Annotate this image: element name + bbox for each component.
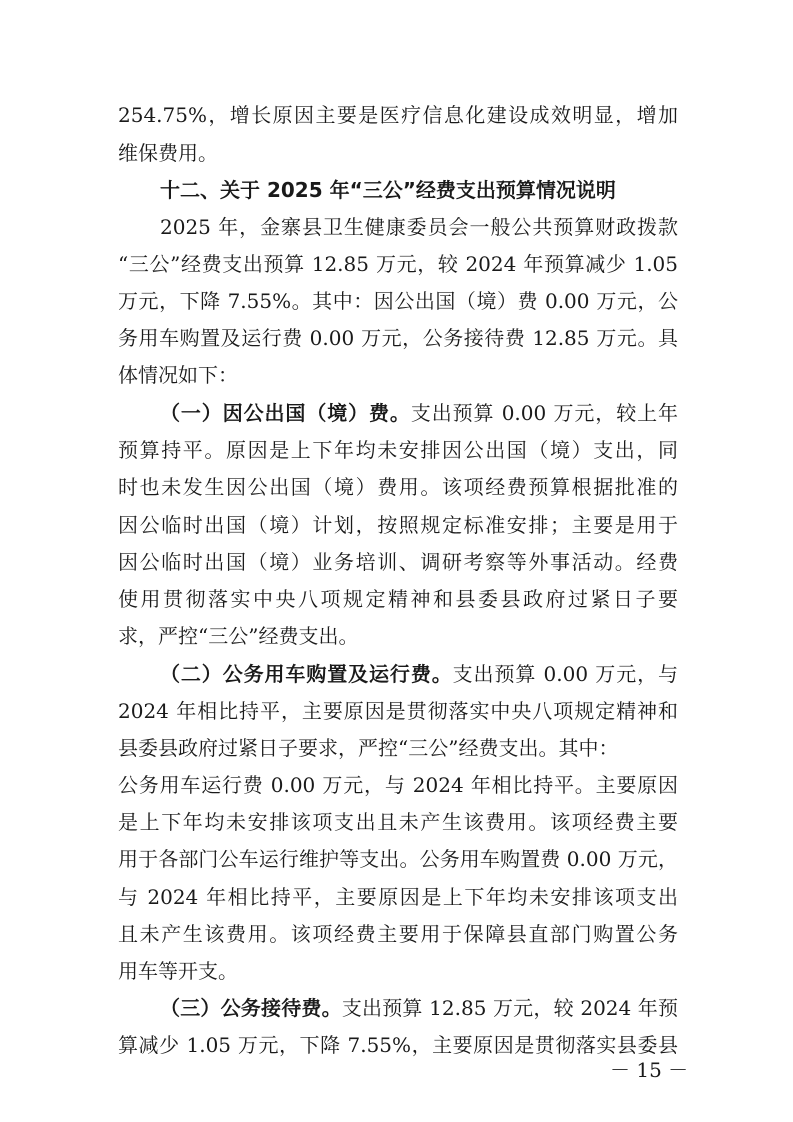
body-line: 求，严控“三公”经费支出。 [118,624,359,648]
subsection-line [160,662,678,686]
body-line: 用车等开支。 [118,959,238,983]
page-number: － 15 － [610,1058,689,1082]
body-line: 用于各部门公车运行维护等支出。公务用车购置费 0.00 万元， [118,847,678,871]
body-line: 254.75%，增长原因主要是医疗信息化建设成效明显，增加 [118,103,678,127]
body-line: 因公临时出国（境）计划，按照规定标准安排；主要是用于 [118,513,678,537]
body-line: 时也未发生因公出国（境）费用。该项经费预算根据批准的 [118,475,678,499]
subsection-title: （二）公务用车购置及运行费。 [160,662,453,686]
section-heading: 十二、关于 2025 年“三公”经费支出预算情况说明 [160,178,616,202]
body-line: 预算持平。原因是上下年均未安排因公出国（境）支出，同 [118,438,678,462]
subsection-text: 支出预算 12.85 万元，较 2024 年预 [341,996,679,1020]
subsection-title: （一）因公出国（境）费。 [160,401,411,425]
body-line: 使用贯彻落实中央八项规定精神和县委县政府过紧日子要 [118,587,678,611]
body-line: 且未产生该费用。该项经费主要用于保障县直部门购置公务 [118,922,678,946]
body-line: 算减少 1.05 万元，下降 7.55%，主要原因是贯彻落实县委县 [118,1033,678,1057]
body-line: 是上下年均未安排该项支出且未产生该费用。该项经费主要 [118,810,678,834]
body-line: 体情况如下： [118,363,238,387]
subsection-line [160,996,678,1020]
subsection-title: （三）公务接待费。 [160,996,342,1020]
body-line: “三公”经费支出预算 12.85 万元，较 2024 年预算减少 1.05 [118,252,678,276]
body-line: 与 2024 年相比持平，主要原因是上下年均未安排该项支出 [118,885,678,909]
body-line: 务用车购置及运行费 0.00 万元，公务接待费 12.85 万元。具 [118,326,678,350]
body-line: 2024 年相比持平，主要原因是贯彻落实中央八项规定精神和 [118,699,678,723]
subsection-line [160,401,678,425]
subsection-text: 支出预算 0.00 万元，较上年 [410,401,678,425]
body-line: 2025 年，金寨县卫生健康委员会一般公共预算财政拨款 [160,215,678,239]
body-line: 因公临时出国（境）业务培训、调研考察等外事活动。经费 [118,550,678,574]
body-line: 公务用车运行费 0.00 万元，与 2024 年相比持平。主要原因 [118,773,678,797]
body-line: 维保费用。 [118,141,218,165]
subsection-text: 支出预算 0.00 万元，与 [452,662,679,686]
body-line: 县委县政府过紧日子要求，严控“三公”经费支出。其中： [118,736,619,760]
body-line: 万元，下降 7.55%。其中：因公出国（境）费 0.00 万元，公 [118,289,678,313]
